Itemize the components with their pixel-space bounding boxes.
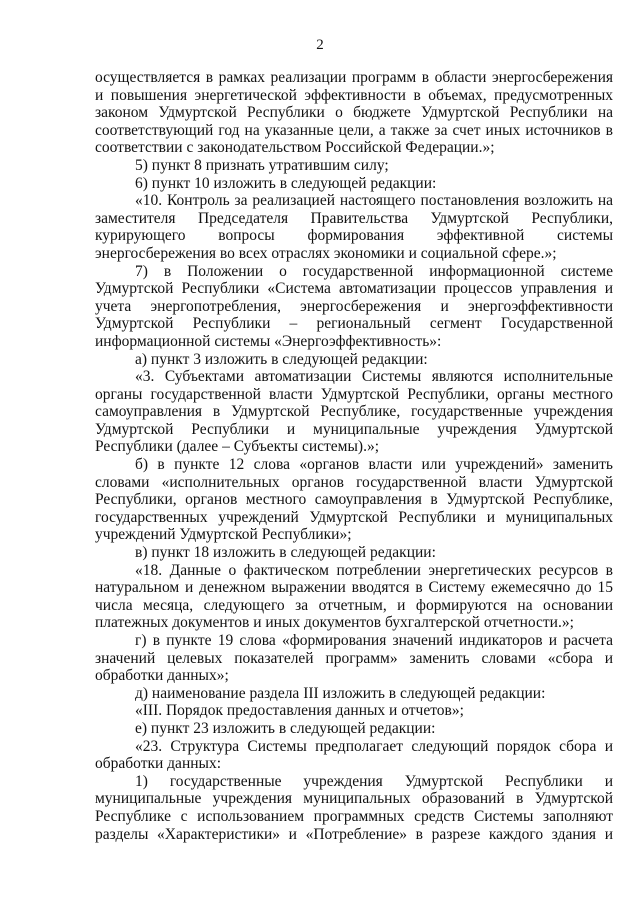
paragraph: г) в пункте 19 слова «формирования значений индикаторов и расчета значений целевых показателей программ» заменить словами «сбора и обработки данных»; — [95, 632, 613, 685]
paragraph: 1) государственные учреждения Удмуртской Республики и муниципальные учреждения муниципальных образований в Удмуртской Республике с использованием программных средств Системы заполняют разделы «Характеристики» и «Потребление» в разрезе каждого здания и — [95, 772, 613, 843]
paragraph: «18. Данные о фактическом потреблении энергетических ресурсов в натуральном и денежном выражении вводятся в Систему ежемесячно до 15 числа месяца, следующего за отчетным, и формируются на основании платежных документов и иных документов бухгалтерской отчетности.»; — [95, 561, 613, 632]
paragraph: 5) пункт 8 признать утратившим силу; — [135, 156, 389, 174]
paragraph: осуществляется в рамках реализации программ в области энергосбережения и повышения энергетической эффективности в объемах, предусмотренных законом Удмуртской Республики о бюджете Удмуртской Республики на соответствующий год на указанные цели, а также за счет иных источников в соответствии с законодательством Российской Федерации.»; — [95, 69, 613, 157]
document-body — [95, 69, 613, 843]
paragraph: в) пункт 18 изложить в следующей редакции: — [135, 544, 436, 562]
paragraph: а) пункт 3 изложить в следующей редакции: — [135, 350, 428, 368]
paragraph: «10. Контроль за реализацией настоящего постановления возложить на заместителя Председателя Правительства Удмуртской Республики, курирующего вопросы формирования эффективной системы энергосбережения во всех отраслях экономики и социальной сфере.»; — [95, 192, 613, 262]
paragraph: е) пункт 23 изложить в следующей редакции: — [135, 719, 436, 737]
paragraph: «3. Субъектами автоматизации Системы являются исполнительные органы государственной власти Удмуртской Республики, органы местного самоуправления в Удмуртской Республике, государственные учреждения Удмуртской Республики и муниципальные учреждения Удмуртской Республики (далее – Субъекты системы).»; — [95, 368, 613, 456]
paragraph: «23. Структура Системы предполагает следующий порядок сбора и обработки данных: — [95, 737, 613, 773]
paragraph: 6) пункт 10 изложить в следующей редакции: — [135, 174, 437, 192]
paragraph: д) наименование раздела III изложить в следующей редакции: — [135, 684, 546, 702]
paragraph: «III. Порядок предоставления данных и отчетов»; — [135, 702, 464, 720]
paragraph: 7) в Положении о государственной информационной системе Удмуртской Республики «Система автоматизации процессов управления и учета энергопотребления, энергосбережения и энергоэффективности Удмуртской Республики – региональный сегмент Государственной информационной системы «Энергоэффективность»: — [95, 262, 613, 350]
page-number: 2 — [316, 37, 324, 53]
paragraph: б) в пункте 12 слова «органов власти или учреждений» заменить словами «исполнительных органов государственной власти Удмуртской Республики, органов местного самоуправления в Удмуртской Республике, государственных учреждений Удмуртской Республики и муниципальных учреждений Удмуртской Республики»; — [95, 456, 613, 544]
